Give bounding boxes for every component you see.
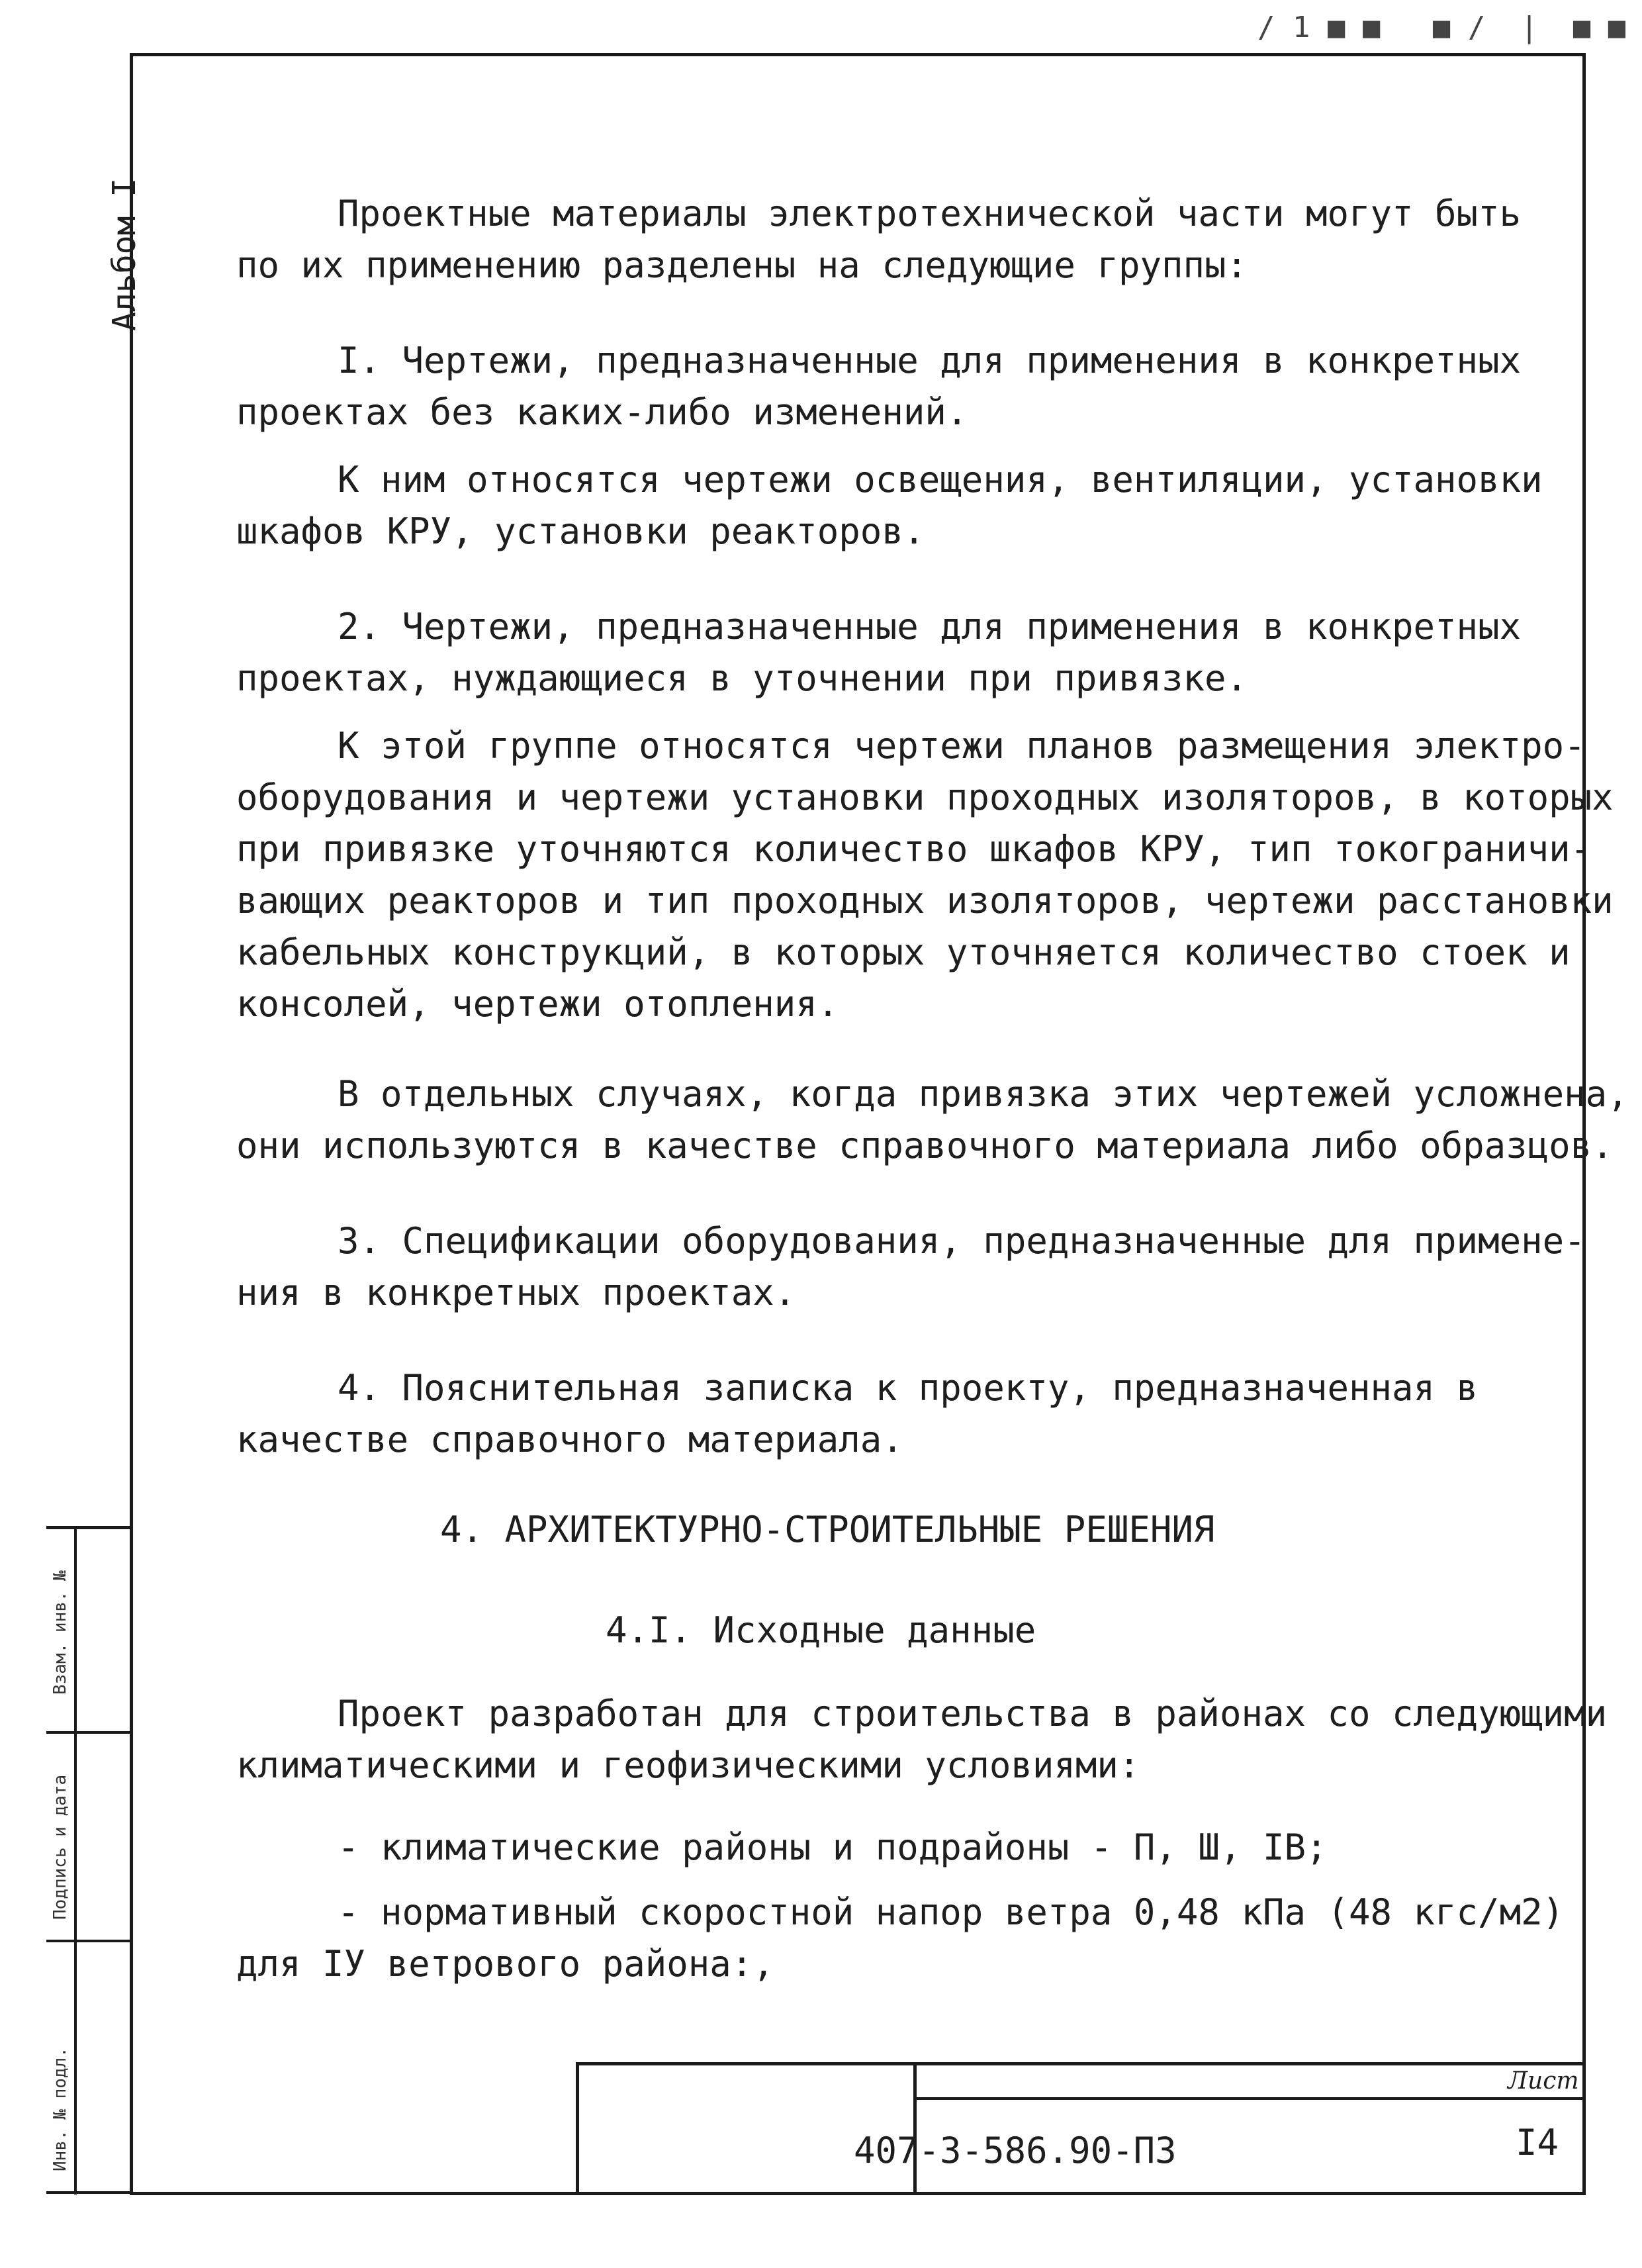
stamp-label-replacement: Взам. инв. № — [50, 1570, 70, 1695]
sheet-number: I4 — [1516, 2122, 1559, 2163]
para-2-line-1: I. Чертежи, предназначенные для применения в конкретных — [338, 340, 1522, 381]
para-7-line-1: 3. Спецификации оборудования, предназначенные для примене- — [338, 1220, 1586, 1262]
stamp-line-2 — [46, 1940, 130, 1942]
stamp-label-inventory: Инв. № подл. — [50, 2047, 70, 2171]
header-fragment: / 1 ■ ■ ■ / | ■ ■ — [1257, 11, 1626, 44]
subsection-heading: 4.I. Исходные данные — [606, 1609, 1036, 1651]
para-5-line-1: К этой группе относятся чертежи планов размещения электро- — [338, 725, 1586, 767]
para-5-line-3: при привязке уточняются количество шкафов КРУ, тип токограничи- — [236, 828, 1592, 870]
title-block — [576, 2062, 1586, 2195]
stamp-line-1 — [46, 1731, 130, 1734]
para-5-line-5: кабельных конструкций, в которых уточняется количество стоек и — [236, 931, 1571, 973]
para-3-line-1: К ним относятся чертежи освещения, вентиляции, установки — [338, 459, 1543, 500]
bullet-2-line-1: - нормативный скоростной напор ветра 0,48 кПа (48 кгс/м2) — [338, 1891, 1565, 1933]
para-7-line-2: ния в конкретных проектах. — [236, 1272, 796, 1313]
para-1-line-1: Проектные материалы электротехнической части могут быть — [338, 193, 1522, 234]
para-8-line-1: 4. Пояснительная записка к проекту, предназначенная в — [338, 1367, 1479, 1409]
stamp-vertical-line — [74, 1526, 77, 2195]
stamp-bottom-line — [46, 2191, 130, 2194]
para-9-line-2: климатическими и геофизическими условиями: — [236, 1744, 1140, 1786]
bullet-1: - климатические районы и подрайоны - П, Ш, IВ; — [338, 1826, 1328, 1868]
para-8-line-2: качестве справочного материала. — [236, 1419, 903, 1460]
title-block-sheet-separator — [917, 2097, 1586, 2100]
sheet-label: Лист — [1508, 2067, 1579, 2095]
title-block-divider — [913, 2062, 917, 2195]
para-9-line-1: Проект разработан для строительства в районах со следующими — [338, 1693, 1608, 1734]
para-3-line-2: шкафов КРУ, установки реакторов. — [236, 510, 925, 552]
para-6-line-1: В отдельных случаях, когда привязка этих чертежей усложнена, — [338, 1073, 1629, 1115]
bullet-2-line-2: для IУ ветрового района:, — [236, 1943, 774, 1985]
para-5-line-6: консолей, чертежи отопления. — [236, 983, 839, 1025]
para-2-line-2: проектах без каких-либо изменений. — [236, 391, 968, 433]
para-5-line-2: оборудования и чертежи установки проходных изоляторов, в которых — [236, 777, 1614, 818]
document-code: 407-3-586.90-ПЗ — [854, 2130, 1177, 2171]
para-1-line-2: по их применению разделены на следующие группы: — [236, 244, 1248, 286]
album-label: Альбом I — [106, 177, 143, 331]
para-5-line-4: вающих реакторов и тип проходных изоляторов, чертежи расстановки — [236, 880, 1614, 921]
para-4-line-2: проектах, нуждающиеся в уточнении при привязке. — [236, 657, 1248, 699]
para-6-line-2: они используются в качестве справочного материала либо образцов. — [236, 1125, 1614, 1166]
stamp-label-signature: Подпись и дата — [50, 1774, 70, 1920]
stamp-top-line — [46, 1526, 130, 1529]
section-heading: 4. АРХИТЕКТУРНО-СТРОИТЕЛЬНЫЕ РЕШЕНИЯ — [440, 1509, 1215, 1550]
para-4-line-1: 2. Чертежи, предназначенные для применения в конкретных — [338, 606, 1522, 647]
